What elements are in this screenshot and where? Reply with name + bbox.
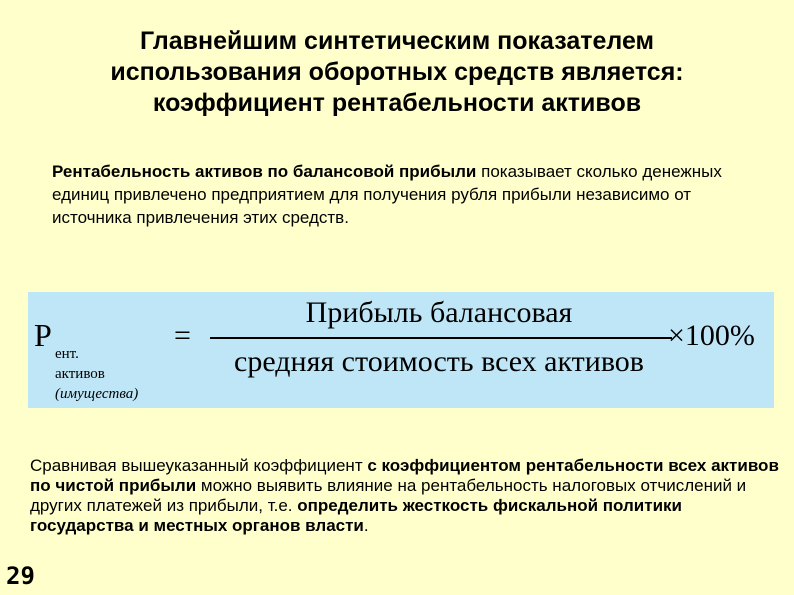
formula-multiplier: ×100% bbox=[668, 319, 755, 352]
comparison-bold-1: с коэффициентом рентабельности всех активов по чистой прибыли bbox=[30, 456, 779, 495]
comparison-text-1: Сравнивая вышеуказанный коэффициент bbox=[30, 456, 368, 475]
definition-term: Рентабельность активов по балансовой прибыли bbox=[52, 162, 477, 181]
comparison-text-3: . bbox=[363, 516, 369, 535]
formula-box bbox=[28, 292, 774, 408]
formula-numerator: Прибыль балансовая bbox=[305, 296, 573, 329]
comparison-paragraph bbox=[30, 456, 780, 536]
formula-subscript-line-1: ент. bbox=[55, 346, 79, 362]
page-number: 29 bbox=[6, 562, 35, 590]
comparison-bold-2: определить жесткость фискальной политики государства и местных органов власти bbox=[30, 496, 682, 535]
fraction-line bbox=[210, 337, 672, 339]
formula-denominator: средняя стоимость всех активов bbox=[234, 345, 644, 378]
formula-equals: = bbox=[174, 319, 191, 352]
formula-subscript-line-2: активов bbox=[55, 366, 105, 382]
comparison-text-2: можно выявить влияние на рентабельность налоговых отчислений и других платежей из прибыли, т.е. bbox=[30, 476, 747, 515]
definition-text: показывает сколько денежных единиц привлечено предприятием для получения рубля прибыли независимо от источника привлечения этих средств. bbox=[52, 162, 722, 227]
title-line-3: коэффициент рентабельности активов bbox=[152, 89, 642, 117]
title-line-1: Главнейшим синтетическим показателем bbox=[139, 27, 655, 55]
slide-title bbox=[40, 26, 754, 119]
formula-subscript bbox=[55, 344, 138, 404]
formula-symbol: Р bbox=[34, 317, 52, 353]
formula-subscript-line-3: (имущества) bbox=[55, 386, 139, 402]
definition-paragraph bbox=[52, 160, 772, 229]
title-line-2: использования оборотных средств является: bbox=[110, 58, 684, 86]
